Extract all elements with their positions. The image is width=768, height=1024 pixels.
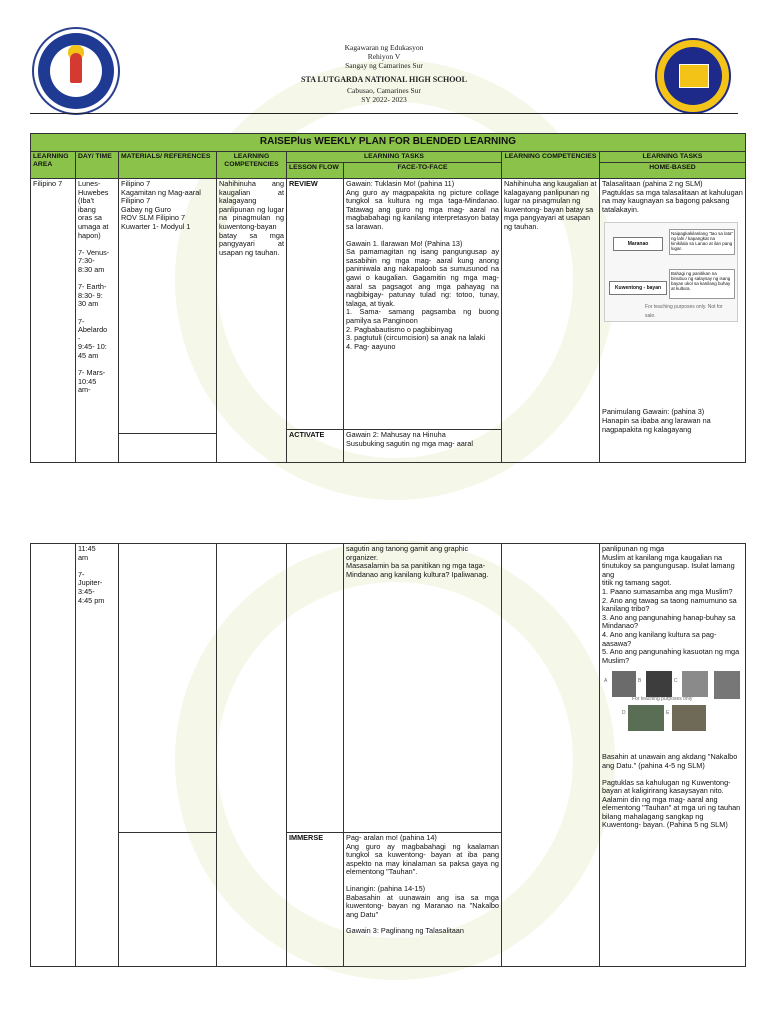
material-line: Filipino 7 (121, 196, 151, 206)
day-time-line: 7- (78, 316, 85, 326)
activate-question: Masasalamin ba sa panitikan ng mga taga- Mindanao ang kanilang kultura? Ipaliwanag. (346, 561, 489, 579)
photo-letter-d: D (622, 710, 626, 717)
day-time-line: umaga at (78, 221, 109, 231)
home-panimulang-gawain: Panimulang Gawain: (pahina 3) (602, 407, 705, 417)
day-time-line: Abelardo (78, 325, 108, 335)
photo-letter-e: E (666, 710, 670, 717)
day-time-line: oras sa (78, 213, 102, 223)
day-time-line: hapon) (78, 230, 101, 240)
materials-cell-2 (118, 544, 216, 832)
competency-2-cell-continued (501, 544, 599, 966)
face-continued-cell (343, 544, 501, 832)
material-line: ROV SLM Filipino 7 (121, 213, 186, 223)
home-question-line: titik ng tamang sagot. (602, 578, 672, 588)
day-time-list-2 (78, 545, 116, 605)
col-competencies: LEARNING COMPETENCIES (216, 151, 286, 178)
day-time-line: Lunes- (78, 179, 101, 188)
immerse-body: Ang guro ay magbabahagi ng kaalaman tungkol sa kuwentong- bayan at iba pang aspekto na may kinalaman sa paksa gaya ng elementong "Tauhan". (346, 841, 499, 877)
day-time-line: 8:30- 9: (78, 290, 103, 300)
day-time-line: - (78, 333, 81, 343)
day-time-line: 7- (78, 569, 85, 579)
school-address: Cabusao, Camarines Sur (347, 86, 421, 95)
vocab-label-maranao: Maranao (613, 237, 663, 251)
linangin-body: Babasahin at uunawain ang isa sa mga kuwentong- bayan ng Maranao na "Nakalbo ang Datu" (346, 892, 499, 919)
day-time-cell-2 (75, 544, 118, 966)
material-line: Filipino 7 (121, 179, 151, 188)
home-question-line: panlipunan ng mga (602, 544, 665, 553)
school-name: STA LUTGARDA NATIONAL HIGH SCHOOL (301, 75, 467, 84)
day-time-line: am (78, 552, 89, 562)
materials-cell-3 (118, 832, 216, 966)
activate-continued: sagutin ang tanong gamit ang graphic organizer. (346, 544, 469, 562)
home-based-cell-2 (599, 544, 745, 966)
day-time-line: am- (78, 385, 91, 395)
day-time-line: 4:45 pm (78, 595, 105, 605)
table-title: RAISEPlus WEEKLY PLAN FOR BLENDED LEARNING (31, 134, 745, 151)
home-based-cell (599, 178, 745, 462)
day-time-line: 7- Mars- (78, 368, 106, 378)
home-hanapin: Hanapin sa ibaba ang larawan na nagpapakita ng kalagayang (602, 415, 711, 434)
header-divider (30, 113, 738, 114)
materials-cell (118, 178, 216, 433)
photo-letter-c: C (674, 678, 678, 685)
col-materials: MATERIALS/ REFERENCES (118, 151, 216, 178)
material-line: Kuwarter 1- Modyul 1 (121, 221, 191, 231)
col-learning-tasks: LEARNING TASKS (286, 151, 501, 162)
vocab-def-2: Bahagi ng panitikan na binubuo ng salaysay ng isang bayan ukol sa kanilang buhay at kultura. (669, 269, 735, 299)
competency-cell-2 (216, 544, 286, 966)
vocab-label-kuwento: Kuwentong - bayan (609, 281, 667, 295)
learning-area-cell: Filipino 7 (31, 178, 75, 462)
sub-face-to-face: FACE-TO-FACE (343, 162, 501, 178)
day-time-line: Jupiter- (78, 578, 103, 588)
linangin-title: Linangin: (pahina 14-15) (346, 883, 426, 893)
header-line-1: Kagawaran ng Edukasyon (344, 43, 424, 52)
home-question-line: 4. Ano ang kanilang kultura sa pag-aasawa? (602, 629, 717, 648)
materials-cell-empty (118, 433, 216, 462)
practice-item: 1. Sama- samang pagsamba ng buong pamilya sa Panginoon (346, 307, 499, 325)
material-line: Kagamitan ng Mag-aaral (121, 187, 201, 197)
photo-portrait (714, 671, 740, 699)
practice-item: 3. pagtutuli (circumcision) sa anak na lalaki (346, 333, 486, 343)
vocabulary-image (602, 214, 743, 334)
vocabulary-diagram (604, 222, 738, 322)
competency-cell: Nahihinuha ang kaugalian at kalagayang panlipunan ng lugar na pinagmulan ng kuwentong-bayan batay sa mga pangyayari at usapan ng tauhan. (216, 178, 286, 462)
review-gawain-body: Ang guro ay magpapakita ng picture collage tungkol sa kultura ng mga taga-Mindanao. Tatawag ang guro ng mga mag- aaral na magbabahagi ng kanilang interpretasyon batay sa larawan. (346, 187, 499, 231)
photo-letter-b: B (638, 678, 642, 685)
day-time-line: 9:45- 10: (78, 342, 107, 352)
face-activate-cell (343, 429, 501, 462)
day-time-line: 10:45 (78, 376, 97, 386)
day-time-line: 30 am (78, 299, 99, 309)
photo-d (628, 705, 664, 731)
flow-activate: ACTIVATE (286, 429, 343, 462)
day-time-list (78, 180, 116, 395)
flow-immerse: IMMERSE (286, 832, 343, 966)
materials-list (121, 180, 214, 232)
flow-review: REVIEW (286, 178, 343, 429)
day-time-line: 11:45 (78, 544, 96, 553)
photo-c (682, 671, 708, 697)
photo-e (672, 705, 706, 731)
photo-a (612, 671, 636, 697)
gawain1-title: Gawain 1. Ilarawan Mo! (Pahina 13) (346, 238, 463, 248)
photo-b (646, 671, 672, 697)
sub-lesson-flow: LESSON FLOW (286, 162, 343, 178)
photo-note: For teaching purposes only (632, 696, 693, 703)
day-time-line: 8:30 am (78, 264, 105, 274)
home-question-line: 3. Ano ang pangunahing hanap-buhay sa Mindanao? (602, 612, 736, 631)
practice-list (346, 308, 499, 351)
practice-item: 4. Pag- aayuno (346, 341, 396, 351)
day-time-line: Huwebes (78, 187, 109, 197)
col-competencies-2: LEARNING COMPETENCIES (501, 151, 599, 178)
day-time-line: (Iba't (78, 196, 94, 206)
day-time-line: 45 am (78, 350, 99, 360)
competency-2-cell: Nahihinuha ang kaugalian at kalagayang panlipunan ng lugar na pinagmulan ng kuwentong- bayan batay sa mga pangyayari at usapan ng tauhan. (501, 178, 599, 462)
col-learning-tasks-2: LEARNING TASKS (599, 151, 745, 162)
home-basahin: Basahin at unawain ang akdang "Nakalbo ang Datu." (pahina 4-5 ng SLM) (602, 752, 738, 770)
learning-area-cell-2 (31, 544, 75, 966)
col-day-time: DAY/ TIME (75, 151, 118, 178)
school-year: SY 2022- 2023 (361, 95, 407, 104)
day-time-cell (75, 178, 118, 462)
activate-body: Susubuking sagutin ng mga mag- aaral (346, 438, 473, 448)
flow-cell-continued (286, 544, 343, 832)
photo-collage (602, 665, 743, 743)
image-note: For teaching purposes only. Not for sale. (645, 304, 723, 319)
day-time-line: 7- Venus- (78, 247, 110, 257)
practice-item: 2. Pagbabautismo o pagbibinyag (346, 324, 453, 334)
header-line-2: Rehiyon V (367, 52, 401, 61)
gawain3-title: Gawain 3: Paglinang ng Talasalitaan (346, 926, 464, 936)
weekly-plan-table (30, 133, 746, 463)
face-immerse-cell (343, 832, 501, 966)
weekly-plan-table-continued (30, 543, 746, 967)
review-gawain-title: Gawain: Tuklasin Mo! (pahina 11) (346, 179, 455, 188)
vocab-def-1: Naipagkakilanlang "tao sa lata" ng lahi / kapangkat na kinikilala sa Lanao at ilan pang lugar. (669, 229, 735, 255)
material-line: Gabay ng Guro (121, 204, 171, 214)
home-talasalitaan: Talasalitaan (pahina 2 ng SLM) (602, 179, 703, 188)
home-question-line: 5. Ano ang pangunahing kasuotan ng mga Muslim? (602, 647, 740, 665)
day-time-line: ibang (78, 204, 96, 214)
home-question-line: 1. Paano sumasamba ang mga Muslim? (602, 586, 733, 596)
face-review-cell (343, 178, 501, 429)
home-question-line: Muslim at kanilang mga kaugalian na tinutukoy sa pangungusap. Isulat lamang ang (602, 552, 735, 579)
gawain1-body: Sa pamamagitan ng isang pangungusap ay sasabihin ng mga mag- aaral kung anong paniniwala ang nakapaloob sa sumusunod na gawi o kaugalian. Gagamitin ng mga mag- aaral sa pagsagot ang mga pahayag na nagbibigay- patunay tulad ng: totoo, tunay, talaga, at tiyak. (346, 247, 499, 308)
immerse-title: Pag- aralan mo! (pahina 14) (346, 833, 437, 842)
home-question-line: 2. Ano ang tawag sa taong namumuno sa kanilang tribo? (602, 595, 737, 614)
home-talasalitaan-desc: Pagtuklas sa mga talasalitaan at kahulugan na may kaugnayan sa bagong paksang tatalakayin. (602, 187, 743, 214)
col-learning-area: LEARNING AREA (31, 151, 75, 178)
photo-letter-a: A (604, 678, 608, 685)
header-line-3: Sangay ng Camarines Sur (345, 61, 423, 70)
day-time-line: 7- Earth- (78, 282, 107, 292)
day-time-line: 7:30- (78, 256, 95, 266)
home-pagtuklas: Pagtuklas sa kahulugan ng Kuwentong- bayan at kaligirirang kasaysayan nito. Aalamin din ng mga mag- aaral ang elementong "Tauhan" at mga uri ng tauhan bilang mahalagang sangkap ng Kuwentong- bayan. (Pahina 5 ng SLM) (602, 777, 741, 830)
day-time-line: 3:45- (78, 586, 95, 596)
home-questions (602, 545, 743, 665)
activate-title: Gawain 2: Mahusay na Hinuha (346, 430, 446, 439)
sub-home-based: HOME-BASED (599, 162, 745, 178)
